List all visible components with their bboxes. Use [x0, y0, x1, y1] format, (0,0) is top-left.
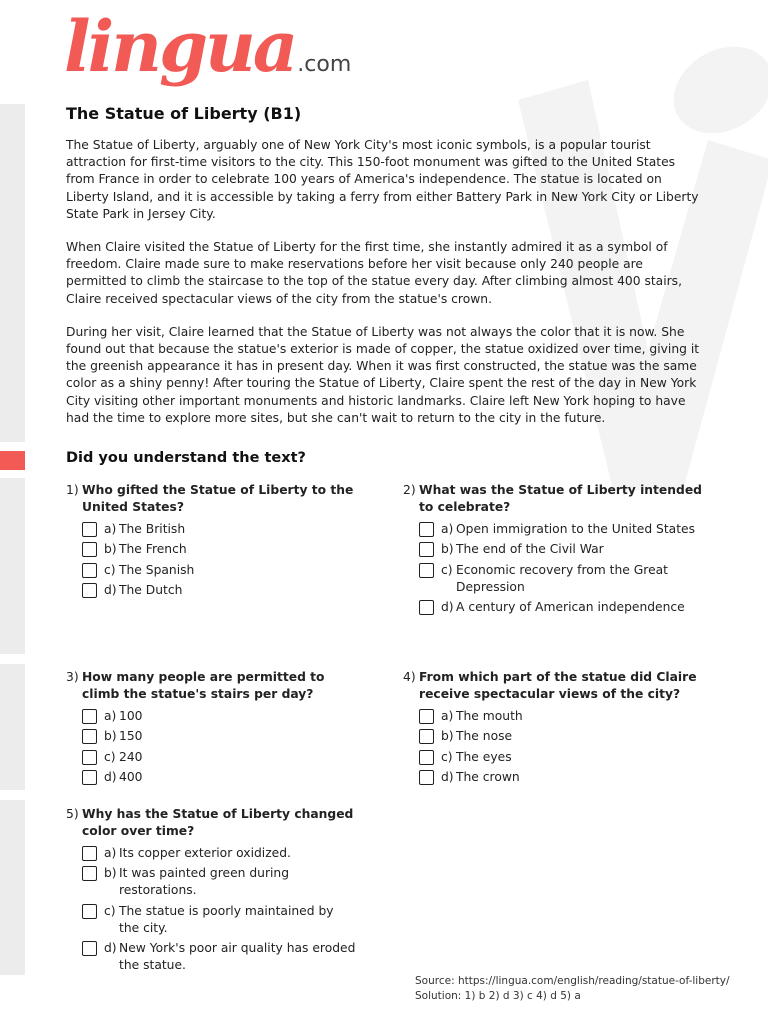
- question-2: [403, 482, 703, 620]
- answer-option[interactable]: [82, 903, 356, 937]
- answer-option[interactable]: [419, 521, 703, 538]
- logo-wordmark: lingua: [64, 5, 296, 88]
- option-text: It was painted green during restorations.: [119, 866, 290, 898]
- option-text: The eyes: [456, 749, 512, 764]
- checkbox-icon[interactable]: [82, 904, 97, 919]
- option-text: The Dutch: [119, 583, 183, 598]
- option-letter: b): [104, 866, 117, 881]
- checkbox-icon[interactable]: [82, 866, 97, 881]
- option-letter: c): [104, 749, 116, 764]
- question-text: From which part of the statue did Claire receive spectacular views of the city?: [419, 670, 697, 701]
- option-letter: b): [441, 542, 454, 557]
- page-title: The Statue of Liberty (B1): [66, 104, 302, 123]
- logo-tld: .com: [297, 52, 352, 77]
- checkbox-icon[interactable]: [419, 770, 434, 785]
- checkbox-icon[interactable]: [419, 709, 434, 724]
- checkbox-icon[interactable]: [419, 600, 434, 615]
- answer-option[interactable]: [419, 599, 703, 616]
- option-text: The French: [119, 542, 187, 557]
- option-letter: a): [104, 709, 117, 723]
- footer: [415, 974, 730, 1004]
- option-text: 100: [119, 709, 143, 723]
- sidebar-accent: [0, 451, 25, 470]
- option-text: Economic recovery from the Great Depression: [456, 562, 669, 594]
- answer-option[interactable]: [82, 521, 366, 538]
- option-letter: d): [104, 941, 117, 956]
- answer-option[interactable]: [419, 728, 703, 745]
- answer-option[interactable]: [82, 541, 366, 558]
- option-text: The nose: [456, 729, 513, 744]
- checkbox-icon[interactable]: [82, 522, 97, 537]
- checkbox-icon[interactable]: [82, 729, 97, 744]
- answer-option[interactable]: [82, 708, 366, 725]
- option-text: 240: [119, 749, 143, 764]
- option-letter: d): [441, 770, 454, 785]
- checkbox-icon[interactable]: [419, 750, 434, 765]
- solution-key: Solution: 1) b 2) d 3) c 4) d 5) a: [415, 990, 581, 1002]
- option-text: Open immigration to the United States: [456, 522, 696, 536]
- option-letter: b): [104, 729, 117, 744]
- answer-option[interactable]: [419, 562, 703, 596]
- option-text: New York's poor air quality has eroded the statue.: [119, 941, 356, 973]
- paragraph: The Statue of Liberty, arguably one of New York City's most iconic symbols, is a popular tourist attraction for first-time visitors to the city. This 150-foot monument was gifted to the United States from France in order to celebrate 100 years of America's independence. The statue is located on Liberty Island, and it is accessible by taking a ferry from either Battery Park in New York City or Liberty State Park in Jersey City.: [66, 138, 699, 221]
- checkbox-icon[interactable]: [82, 770, 97, 785]
- option-letter: c): [441, 749, 453, 764]
- answer-option[interactable]: [419, 541, 703, 558]
- option-text: A century of American independence: [456, 600, 685, 615]
- option-letter: a): [441, 709, 454, 723]
- source-link[interactable]: Source: https://lingua.com/english/reading/statue-of-liberty/: [415, 975, 730, 987]
- question-number: 4): [403, 670, 416, 684]
- answer-option[interactable]: [82, 749, 366, 766]
- option-letter: b): [441, 729, 454, 744]
- answer-option[interactable]: [82, 769, 366, 786]
- answer-option[interactable]: [82, 582, 366, 599]
- question-4: [403, 669, 703, 790]
- question-number: 3): [66, 670, 79, 684]
- option-letter: d): [104, 583, 117, 598]
- checkbox-icon[interactable]: [82, 750, 97, 765]
- question-5: [66, 806, 356, 978]
- option-text: The Spanish: [119, 562, 195, 577]
- option-letter: c): [104, 562, 116, 577]
- checkbox-icon[interactable]: [82, 583, 97, 598]
- question-number: 2): [403, 483, 416, 497]
- checkbox-icon[interactable]: [82, 563, 97, 578]
- question-text: Who gifted the Statue of Liberty to the United States?: [82, 483, 354, 514]
- option-text: The British: [119, 522, 186, 536]
- option-letter: b): [104, 542, 117, 557]
- answer-option[interactable]: [419, 708, 703, 725]
- answer-option[interactable]: [82, 728, 366, 745]
- option-text: 400: [119, 770, 143, 785]
- question-3: [66, 669, 366, 790]
- checkbox-icon[interactable]: [82, 542, 97, 557]
- question-1: [66, 482, 366, 603]
- option-letter: a): [104, 846, 117, 860]
- option-text: 150: [119, 729, 143, 744]
- sidebar-strip: [0, 478, 25, 654]
- checkbox-icon[interactable]: [82, 941, 97, 956]
- option-letter: c): [441, 562, 453, 577]
- sidebar-strip: [0, 664, 25, 790]
- reading-text: [66, 137, 706, 443]
- answer-option[interactable]: [82, 940, 356, 974]
- answer-option[interactable]: [419, 769, 703, 786]
- option-text: The end of the Civil War: [456, 542, 604, 557]
- sidebar-strip: [0, 104, 25, 442]
- option-letter: d): [104, 770, 117, 785]
- option-text: The statue is poorly maintained by the city.: [119, 903, 334, 935]
- paragraph: During her visit, Claire learned that the Statue of Liberty was not always the color that it is now. She found out that because the statue's exterior is made of copper, the statue oxidized over time, giving it the greenish appearance it has in present day. When it was first constructed, the statue was the same color as a shiny penny! After touring the Statue of Liberty, Claire spent the rest of the day in New York City visiting other important monuments and historic landmarks. Claire left New York hoping to have had the time to explore more sites, but she can't wait to return to the city in the future.: [66, 324, 700, 425]
- question-text: How many people are permitted to climb the statue's stairs per day?: [82, 670, 325, 701]
- option-letter: a): [441, 522, 454, 536]
- question-number: 5): [66, 807, 79, 821]
- question-text: Why has the Statue of Liberty changed color over time?: [82, 807, 354, 838]
- option-letter: c): [104, 903, 116, 918]
- checkbox-icon[interactable]: [82, 709, 97, 724]
- option-text: The crown: [456, 770, 520, 785]
- quiz-heading: Did you understand the text?: [66, 450, 306, 466]
- checkbox-icon[interactable]: [82, 846, 97, 861]
- checkbox-icon[interactable]: [419, 542, 434, 557]
- answer-option[interactable]: [82, 562, 366, 579]
- question-number: 1): [66, 483, 79, 497]
- paragraph: When Claire visited the Statue of Liberty for the first time, she instantly admired it as a symbol of freedom. Claire made sure to make reservations before her visit because only 240 people are permitted to climb the staircase to the top of the statue every day. After climbing almost 400 stairs, Claire received spectacular views of the city from the statue's crown.: [66, 240, 683, 306]
- checkbox-icon[interactable]: [419, 522, 434, 537]
- answer-option[interactable]: [82, 845, 356, 862]
- option-text: Its copper exterior oxidized.: [119, 846, 291, 860]
- answer-option[interactable]: [82, 865, 356, 899]
- answer-option[interactable]: [419, 749, 703, 766]
- checkbox-icon[interactable]: [419, 729, 434, 744]
- option-letter: a): [104, 522, 117, 536]
- lingua-logo[interactable]: [64, 5, 352, 88]
- option-text: The mouth: [456, 709, 523, 723]
- option-letter: d): [441, 600, 454, 615]
- sidebar-strip: [0, 800, 25, 975]
- checkbox-icon[interactable]: [419, 563, 434, 578]
- question-text: What was the Statue of Liberty intended to celebrate?: [419, 483, 702, 514]
